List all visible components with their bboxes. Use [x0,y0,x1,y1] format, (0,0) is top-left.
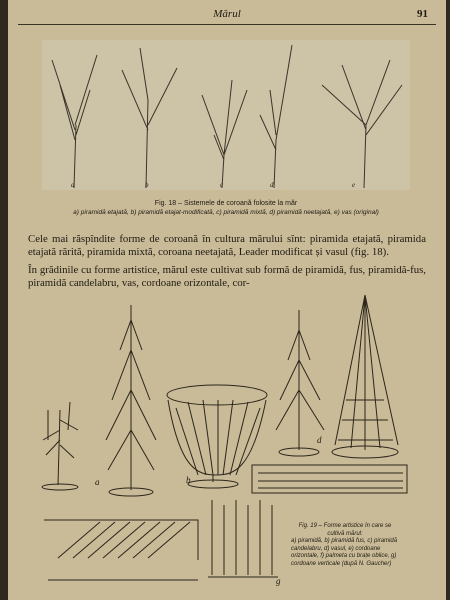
paragraph-1: Cele mai răspîndite forme de coroană în cultura mărului sînt: piramida etajată, piramida etajată rărită, piramida mixtă, coroana neetajată, Leader modificat și vasul (fig. 18). [28,233,426,258]
tree-label-b: b [145,181,149,189]
tree-crown-d [260,45,292,188]
running-title: Mărul [213,8,241,20]
header-rule [18,24,436,25]
figure-18-image [42,40,410,190]
figure-19-label-d: d [317,435,322,445]
form-oblique-palmette [44,520,198,580]
tree-label-a: a [71,181,75,189]
tree-label-d: d [270,181,274,189]
figure-18-caption-body: a) piramidă etajată, b) piramidă etajat-modificată, c) piramidă mixtă, d) piramidă neetajată, e) vas (original) [73,209,379,216]
form-pyramid-candelabra [332,295,398,458]
page-number: 91 [417,8,428,20]
tree-label-c: c [220,181,224,189]
tree-crown-e [322,60,402,188]
figure-19-caption-body: a) piramidă, b) piramidă fus, c) piramidă candelabru, d) vasul, e) cordoane orizontale, f) palmeta cu brațe oblice, g) cordoane verticale (după N. Gaucher) [291,538,398,567]
tree-crown-b [122,48,177,188]
page-header [26,8,428,22]
figure-19-caption-title: Fig. 19 – Forme artistice în care se cultivă mărul: [298,523,392,537]
figure-19-caption [291,523,399,568]
tree-crown-a [52,55,97,188]
tree-crown-c [202,80,247,188]
figure-19-label-a: a [95,477,100,487]
tree-label-e: e [352,181,356,189]
figure-18-caption-title: Fig. 18 – Sistemele de coroană folosite la măr [154,200,298,207]
figure-19-label-g: g [276,576,281,586]
book-page [8,0,446,600]
form-vertical-cordons [208,500,278,577]
figure-19-label-b: b [186,475,191,485]
form-horizontal-cordons [252,465,407,493]
form-pyramid-small [42,402,78,490]
form-pyramid-spindle [106,305,156,496]
paragraph-2: În grădinile cu forme artistice, mărul este cultivat sub formă de piramidă, fus, piramidă-fus, piramidă candelabru, vas, cordoane orizontale, cor- [28,264,426,289]
